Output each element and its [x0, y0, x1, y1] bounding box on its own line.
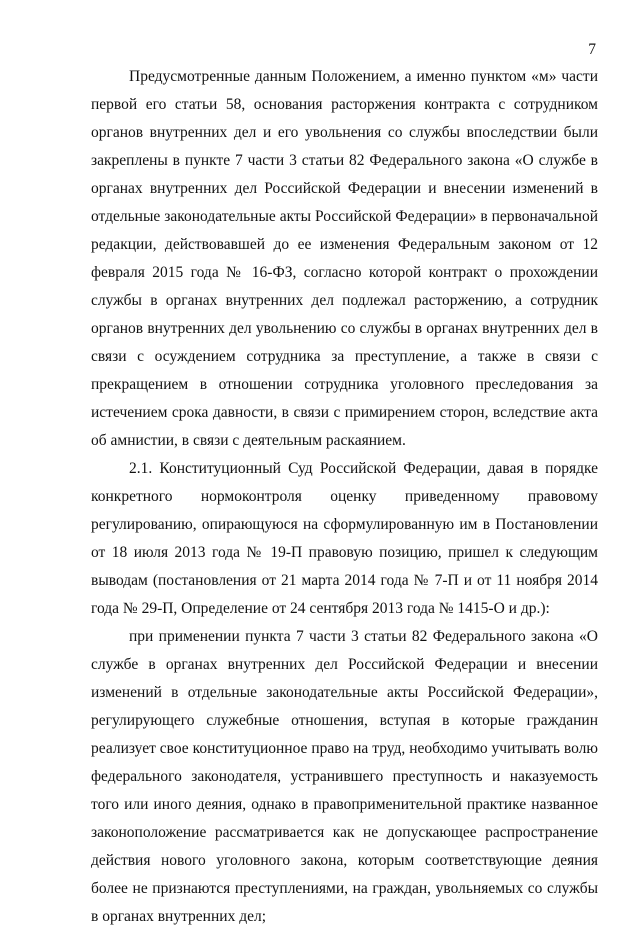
paragraph: при применении пункта 7 части 3 статьи 82 Федерального закона «О службе в органах внутренних дел Российской Федерации и внесении изменений в отдельные законодательные акты Российской Федерации», регулирующего служебные отношения, вступая в которые гражданин реализует свое конституционное право на труд, необходимо учитывать волю федерального законодателя, устранившего преступность и наказуемость того или иного деяния, однако в правоприменительной практике названное законоположение рассматривается как не допускающее распространение действия нового уголовного закона, которым соответствующие деяния более не признаются преступлениями, на граждан, увольняемых со службы в органах внутренних дел;: [91, 628, 598, 925]
paragraph: Предусмотренные данным Положением, а именно пунктом «м» части первой его статьи 58, основания расторжения контракта с сотрудником органов внутренних дел и его увольнения со службы впоследствии были закреплены в пункте 7 части 3 статьи 82 Федерального закона «О службе в органах внутренних дел Российской Федерации и внесении изменений в отдельные законодательные акты Российской Федерации» в первоначальной редакции, действовавшей до ее изменения Федеральным законом от 12 февраля 2015 года № 16-ФЗ, согласно которой контракт о прохождении службы в органах внутренних дел подлежал расторжению, а сотрудник органов внутренних дел увольнению со службы в органах внутренних дел в связи с осуждением сотрудника за преступление, а также в связи с прекращением в отношении сотрудника уголовного преследования за истечением срока давности, в связи с примирением сторон, вследствие акта об амнистии, в связи с деятельным раскаянием.: [91, 68, 598, 449]
paragraph: 2.1. Конституционный Суд Российской Федерации, давая в порядке конкретного нормоконтроля оценку приведенному правовому регулированию, опирающуюся на сформулированную им в Постановлении от 18 июля 2013 года № 19-П правовую позицию, пришел к следующим выводам (постановления от 21 марта 2014 года № 7-П и от 11 ноября 2014 года № 29-П, Определение от 24 сентября 2013 года № 1415-О и др.):: [91, 460, 598, 617]
page-number: 7: [588, 41, 596, 58]
document-body: [91, 63, 598, 931]
